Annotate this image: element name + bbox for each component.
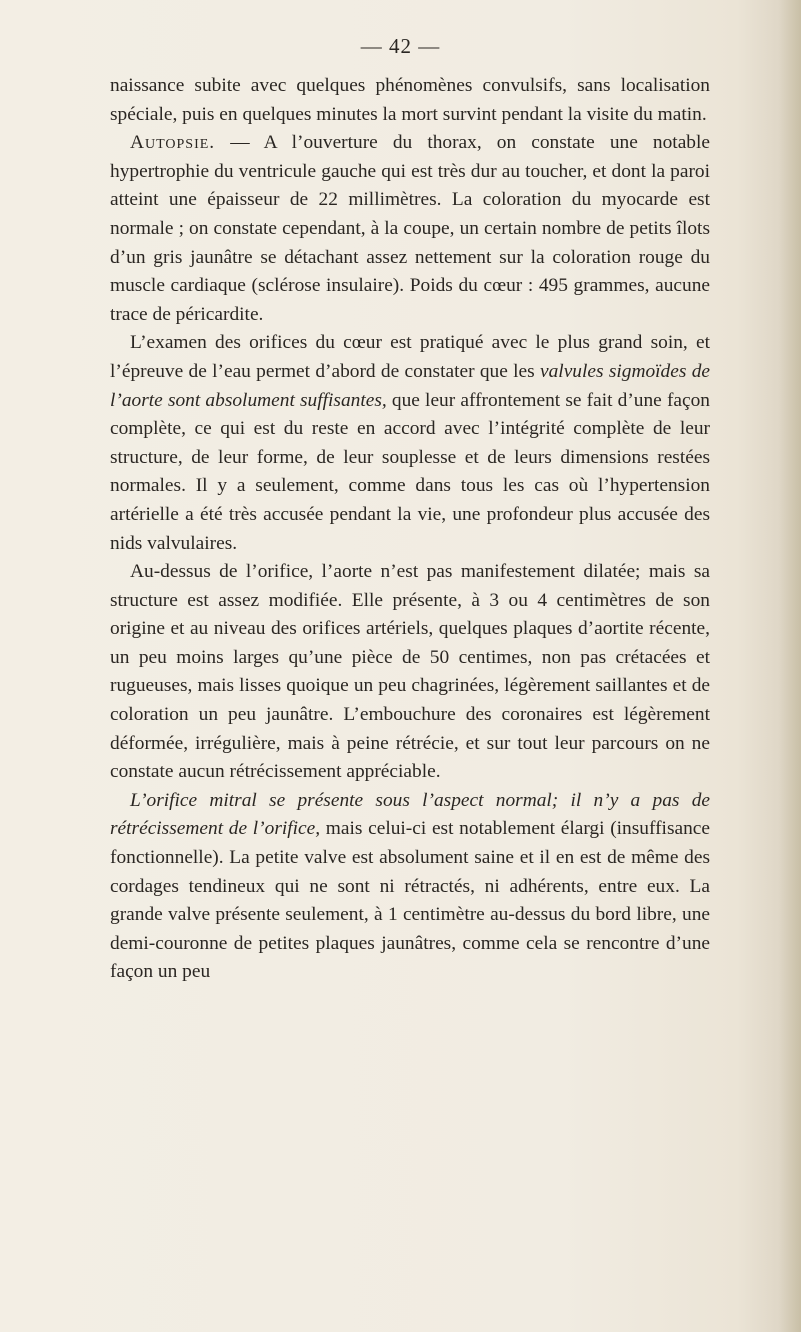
paragraph-5-italic: L’orifice mitral se présente sous l’aspect normal; il n’y a pas de rétrécissement de l’orifice, bbox=[110, 789, 710, 840]
paragraph-3-before: L’examen des orifices du cœur est pratiqué avec le plus grand soin, et l’épreuve de l’eau permet d’abord de constater que les bbox=[110, 332, 710, 382]
page-number: — 42 — bbox=[360, 34, 441, 58]
paragraph-4-text: Au-dessus de l’orifice, l’aorte n’est pas manifestement dilatée; mais sa structure est assez modifiée. Elle présente, à 3 ou 4 centimètres de son origine et au niveau des orifices artériels, quelques plaques d’aortite récente, un peu moins larges qu’une pièce de 50 centimes, non pas crétacées et rugueuses, mais lisses quoique un peu chagrinées, légèrement saillantes et de coloration un peu jaunâtre. L’embouchure des coronaires est légèrement déformée, irrégulière, mais à peine rétrécie, et sur tout leur parcours on ne constate aucun rétrécissement appréciable. bbox=[110, 561, 710, 783]
paragraph-4 bbox=[110, 558, 710, 787]
autopsie-heading: Autopsie. bbox=[130, 132, 216, 154]
paragraph-3 bbox=[110, 329, 710, 558]
paragraph-1 bbox=[110, 72, 710, 129]
page-edge-shadow bbox=[779, 0, 801, 1332]
page-body bbox=[110, 72, 710, 987]
paragraph-2-text: — A l’ouverture du thorax, on constate une notable hypertrophie du ventricule gauche qui est très dur au toucher, et dont la paroi atteint une épaisseur de 22 millimètres. La coloration du myocarde est normale ; on constate cependant, à la coupe, un certain nombre de petits îlots d’un gris jaunâtre se détachant assez nettement sur la coloration rouge du muscle cardiaque (sclérose insulaire). Poids du cœur : 495 grammes, aucune trace de péricardite. bbox=[110, 132, 710, 325]
paragraph-5-after: mais celui-ci est notablement élargi (insuffisance fonctionnelle). La petite valve est absolument saine et il en est de même des cordages tendineux qui ne sont ni rétractés, ni adhérents, entre eux. La grande valve présente seulement, à 1 centimètre au-dessus du bord libre, une demi-couronne de petites plaques jaunâtres, comme cela se rencontre d’une façon un peu bbox=[110, 818, 711, 983]
paragraph-3-italic: valvules sigmoïdes de l’aorte sont absolument suffisantes, bbox=[110, 360, 711, 411]
paragraph-autopsie bbox=[110, 129, 710, 329]
paragraph-1-text: naissance subite avec quelques phénomènes convulsifs, sans localisation spéciale, puis en quelques minutes la mort survint pendant la visite du matin. bbox=[110, 75, 710, 125]
paragraph-3-after: que leur affrontement se fait d’une façon complète, ce qui est du reste en accord avec l’intégrité complète de leur structure, de leur forme, de leur souplesse et de leurs dimensions restées normales. Il y a seulement, comme dans tous les cas où l’hypertension artérielle a été très accusée pendant la vie, une profondeur plus accusée des nids valvulaires. bbox=[110, 389, 711, 554]
paragraph-5 bbox=[110, 787, 710, 987]
